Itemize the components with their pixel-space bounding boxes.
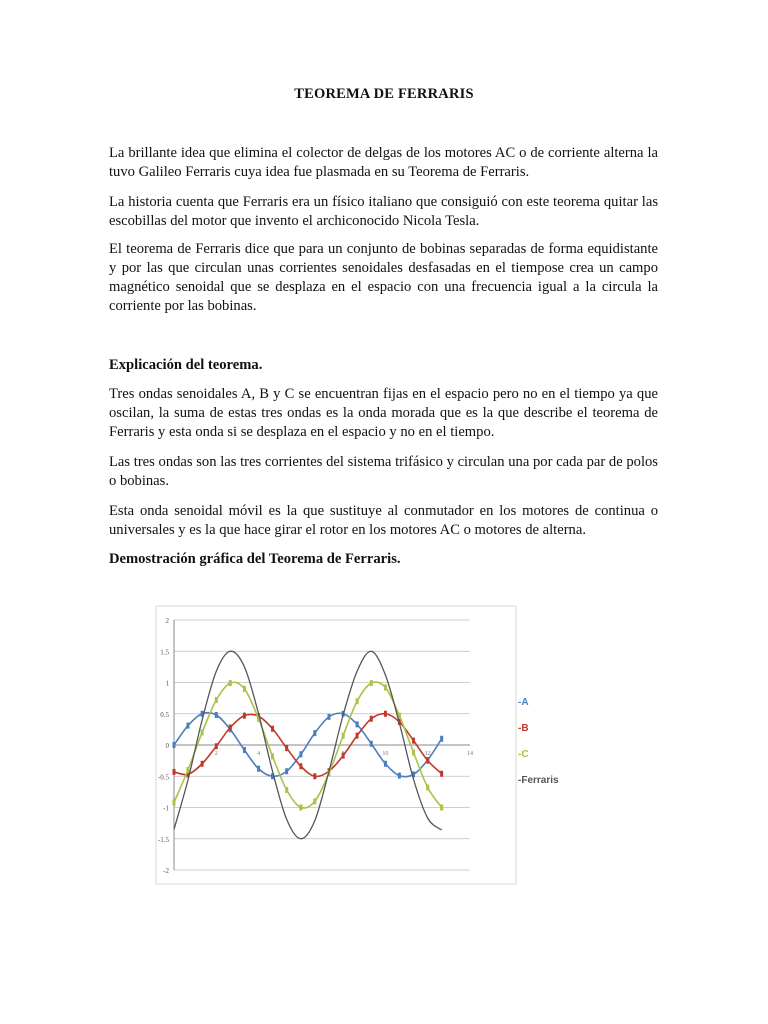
series-marker-1 [299,763,302,769]
y-tick-label: -1.5 [157,835,169,844]
series-marker-2 [271,753,274,759]
x-tick-label: 14 [467,751,473,757]
series-marker-2 [412,750,415,756]
series-marker-0 [243,747,246,753]
heading-demostracion: Demostración gráfica del Teorema de Ferraris. [109,551,401,567]
x-tick-label: 2 [214,751,218,757]
series-marker-0 [186,723,189,729]
series-marker-1 [243,713,246,719]
paragraph-3 [109,240,658,316]
paragraph-4 [109,385,658,442]
heading-explicacion: Explicación del teorema. [109,357,263,373]
series-marker-2 [370,680,373,686]
series-marker-2 [243,686,246,692]
series-marker-0 [384,761,387,767]
y-tick-label: -0.5 [157,773,169,782]
legend-entry: -C [518,749,529,760]
series-marker-1 [285,745,288,751]
series-marker-1 [370,716,373,722]
x-tick-label: 4 [257,751,261,757]
paragraph-2 [109,193,658,231]
series-marker-0 [440,736,443,742]
document-title: TEOREMA DE FERRARIS [294,86,474,102]
series-marker-2 [440,805,443,811]
legend-entry: -Ferraris [518,775,559,786]
series-marker-1 [271,726,274,732]
series-marker-0 [285,768,288,774]
x-tick-label: 10 [382,751,389,757]
series-marker-2 [342,733,345,739]
series-marker-2 [299,805,302,811]
series-marker-0 [327,714,330,720]
series-marker-2 [201,730,204,736]
series-marker-1 [356,733,359,739]
series-marker-1 [440,771,443,777]
series-marker-2 [186,767,189,773]
paragraph-1-text: La brillante idea que elimina el colector de delgas de los motores AC o de corriente alterna la tuvo Galileo Ferraris cuya idea fue plasmada en su Teorema de Ferraris. [109,145,658,180]
series-marker-1 [313,773,316,779]
paragraph-4-text: Tres ondas senoidales A, B y C se encuentran fijas en el espacio pero no en el tiempo ya que oscilan, la suma de estas tres ondas es la onda morada que es la que describe el teorema de Ferraris y esta onda si se desplaza en el espacio y no en el tiempo. [109,386,658,440]
series-marker-0 [370,741,373,747]
paragraph-5 [109,453,658,491]
paragraph-5-text: Las tres ondas son las tres corrientes del sistema trifásico y circulan una por cada par de polos o bobinas. [109,454,658,489]
y-tick-label: 1.5 [160,648,169,657]
series-marker-2 [285,787,288,793]
y-tick-label: 2 [165,617,169,625]
x-tick-label: 12 [424,751,431,757]
y-tick-label: 0.5 [160,710,169,719]
series-marker-1 [229,725,232,731]
series-marker-2 [356,698,359,704]
paragraph-3-text: El teorema de Ferraris dice que para un conjunto de bobinas separadas de forma equidistante y por las que circulan unas corrientes senoidales desfasadas en el tiempose crea un campo magnético senoidal que se desplaza en el espacio con una frecuencia igual a la circula la corriente por las bobinas. [109,241,658,314]
paragraph-1 [109,144,658,182]
series-marker-0 [299,751,302,757]
series-marker-2 [426,785,429,791]
series-marker-2 [215,697,218,703]
paragraph-2-text: La historia cuenta que Ferraris era un físico italiano que consiguió con este teorema quitar las escobillas del motor que invento el archiconocido Nicola Tesla. [109,194,658,229]
series-marker-1 [201,761,204,767]
y-tick-label: 0 [165,742,169,750]
series-marker-2 [229,680,232,686]
series-marker-2 [384,685,387,691]
series-marker-0 [356,721,359,727]
paragraph-6 [109,502,658,540]
series-marker-1 [384,711,387,717]
series-marker-0 [215,712,218,718]
legend-entry: -B [518,723,529,734]
series-marker-2 [173,800,176,806]
series-marker-1 [342,753,345,759]
y-tick-label: 1 [165,679,169,688]
y-tick-label: -2 [163,867,169,875]
paragraph-6-text: Esta onda senoidal móvil es la que sustituye al conmutador en los motores de continua o universales y es la que hace girar el rotor en los motores AC o motores de alterna. [109,503,658,538]
y-tick-label: -1 [163,804,169,813]
series-marker-0 [313,730,316,736]
series-marker-1 [215,743,218,749]
ferraris-chart [150,600,590,890]
series-marker-1 [412,738,415,744]
series-marker-0 [173,742,176,748]
series-marker-0 [257,766,260,772]
series-marker-1 [426,758,429,764]
series-marker-0 [398,773,401,779]
series-marker-2 [313,798,316,804]
legend-entry: -A [518,697,529,708]
series-marker-1 [173,769,176,775]
